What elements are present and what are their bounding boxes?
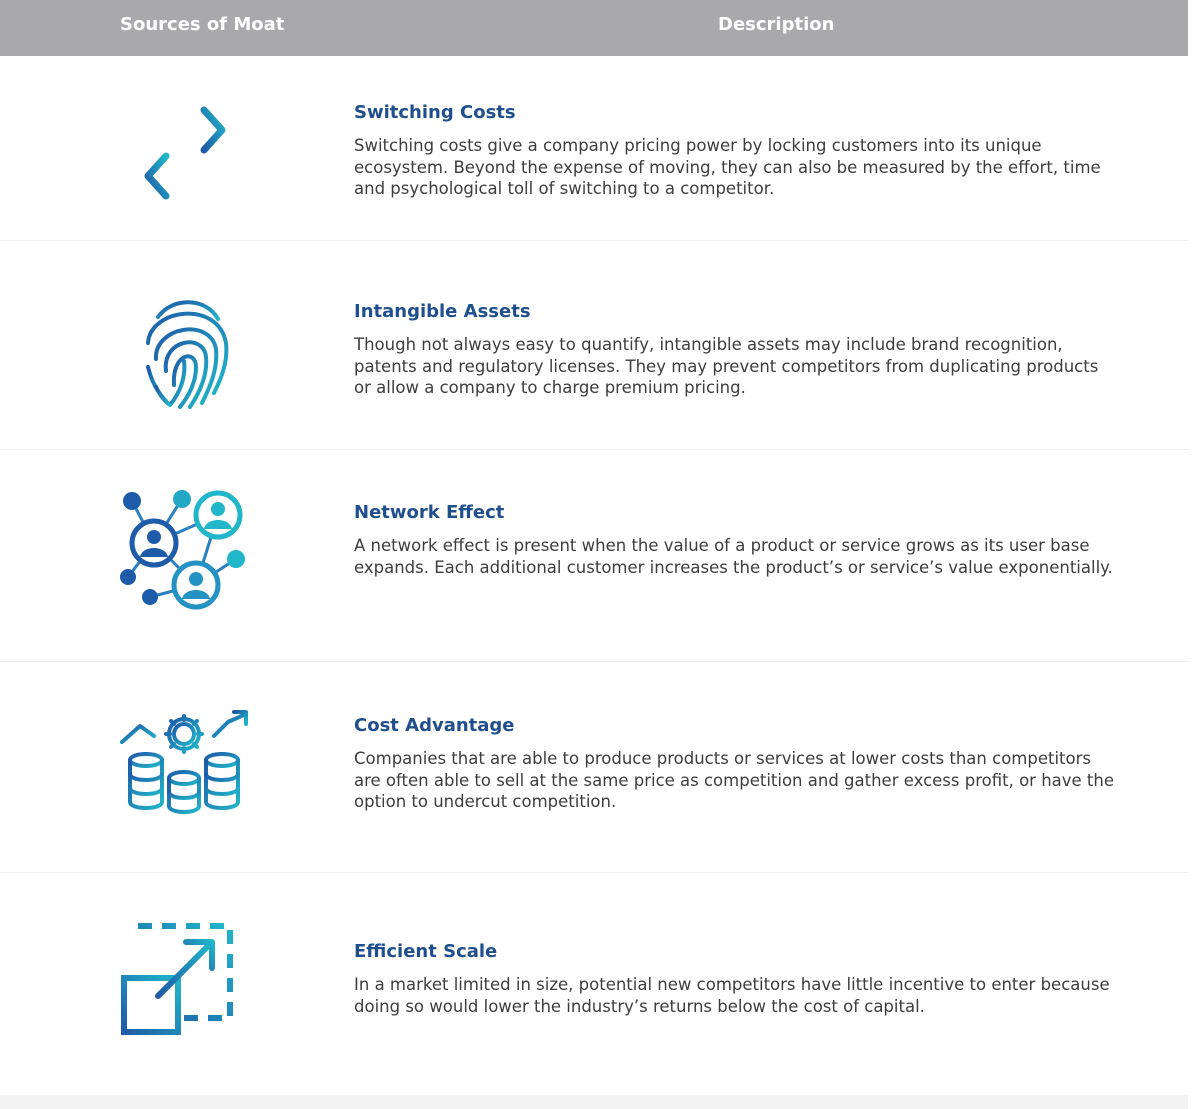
- row-description: A network effect is present when the value of a product or service grows as its user base expands. Each additional customer increases the product’s or service’s value exponentially.: [354, 536, 1113, 577]
- fingerprint-icon: [110, 287, 260, 417]
- row-description: Switching costs give a company pricing power by locking customers into its unique ecosystem. Beyond the expense of moving, they can also be measured by the effort, time and psychological toll of switching to a competitor.: [354, 136, 1101, 198]
- header-sources: Sources of Moat: [120, 14, 285, 35]
- table-row-intangible-assets: [0, 241, 1188, 450]
- table-header: [0, 0, 1188, 56]
- table-footer-divider: [0, 1095, 1188, 1109]
- scale-expand-icon: [110, 918, 260, 1048]
- row-description: Companies that are able to produce products or services at lower costs than competitors are often able to sell at the same price as competition and gather excess profit, or have the option to undercut competition.: [354, 749, 1115, 811]
- table-row-network-effect: [0, 450, 1188, 662]
- row-title: Network Effect: [354, 502, 505, 523]
- row-title: Cost Advantage: [354, 715, 515, 736]
- row-title: Intangible Assets: [354, 301, 531, 322]
- row-title: Switching Costs: [354, 102, 516, 123]
- table-row-switching-costs: [0, 56, 1188, 241]
- network-icon: [110, 485, 260, 615]
- coins-gear-icon: [110, 702, 260, 832]
- row-description: Though not always easy to quantify, intangible assets may include brand recognition, patents and regulatory licenses. They may prevent competitors from duplicating products or allow a company to charge premium pricing.: [354, 335, 1099, 397]
- table-row-efficient-scale: [0, 873, 1188, 1094]
- switch-arrows-icon: [110, 86, 260, 216]
- row-title: Efficient Scale: [354, 941, 498, 962]
- row-description: In a market limited in size, potential new competitors have little incentive to enter because doing so would lower the industry’s returns below the cost of capital.: [354, 975, 1110, 1016]
- table-row-cost-advantage: [0, 662, 1188, 873]
- header-description: Description: [718, 14, 835, 35]
